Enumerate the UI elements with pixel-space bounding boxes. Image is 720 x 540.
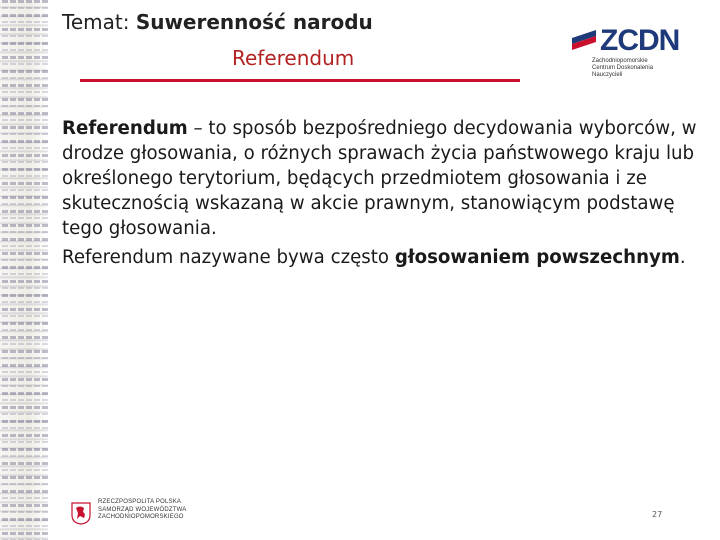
- slide-subtitle: Referendum: [232, 46, 355, 70]
- alias-term: głosowaniem powszechnym: [394, 247, 680, 268]
- title-divider: [80, 79, 520, 82]
- decorative-manuscript-strip: [0, 0, 48, 540]
- regional-government-name: RZECZPOSPOLITA POLSKA SAMORZĄD WOJEWÓDZTWA ZACHODNIOPOMORSKIEGO: [98, 499, 187, 520]
- logo-wordmark: ZCDN: [600, 24, 680, 57]
- zcdn-logo-mark-icon: [570, 28, 600, 56]
- regional-government-logo: [70, 497, 210, 529]
- logo-subtitle: Zachodniopomorskie Centrum Doskonalenia Nauczycieli: [592, 58, 654, 78]
- title-prefix: Temat:: [62, 10, 136, 34]
- definition-term: Referendum: [62, 118, 188, 139]
- slide-body: [62, 116, 712, 270]
- page-number: 27: [652, 510, 663, 519]
- griffin-crest-icon: [70, 501, 92, 525]
- title-topic: Suwerenność narodu: [135, 10, 373, 34]
- zcdn-logo: [570, 24, 680, 78]
- definition-text: – to sposób bezpośredniego decydowania wyborców, w drodze głosowania, o różnych sprawach życia państwowego kraju lub określonego terytorium, będących przedmiotem głosowania i ze skutecznością wskazaną w akcie prawnym, stanowiącym podstawę tego głosowania.: [62, 118, 697, 239]
- alias-text: Referendum nazywane bywa często: [62, 247, 395, 268]
- slide-title: [62, 10, 373, 34]
- definition-paragraph: [62, 116, 712, 241]
- alias-paragraph: Referendum nazywane bywa często głosowaniem powszechnym.: [62, 247, 686, 268]
